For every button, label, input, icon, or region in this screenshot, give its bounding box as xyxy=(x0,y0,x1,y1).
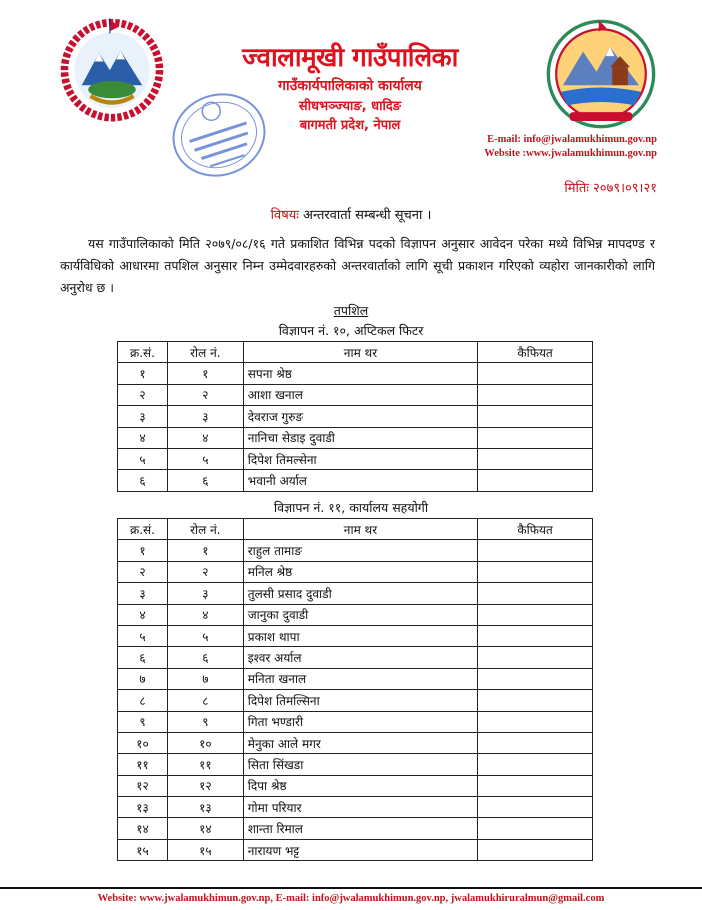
cell-sn: ६ xyxy=(118,470,168,491)
cell-remarks xyxy=(478,448,593,469)
cell-name: देवराज गुरुङ xyxy=(243,406,477,427)
cell-roll: २ xyxy=(167,561,243,582)
contact-email[interactable]: E-mail: info@jwalamukhimun.gov.np xyxy=(487,134,657,145)
office-name: गाउँकार्यपालिकाको कार्यालय xyxy=(278,78,422,94)
cell-sn: १४ xyxy=(118,818,168,839)
cell-sn: ४ xyxy=(118,604,168,625)
col-roll: रोल नं. xyxy=(167,342,243,363)
cell-name: सिता सिंखडा xyxy=(243,754,477,775)
table-row xyxy=(118,775,593,796)
table-row xyxy=(118,561,593,582)
cell-roll: ८ xyxy=(167,690,243,711)
cell-remarks xyxy=(478,797,593,818)
office-address: सीधभञ्ज्याङ, धादिङ xyxy=(298,99,402,114)
cell-roll: २ xyxy=(167,384,243,405)
cell-sn: २ xyxy=(118,561,168,582)
col-sn: क्र.सं. xyxy=(118,342,168,363)
cell-roll: ६ xyxy=(167,470,243,491)
table-row xyxy=(118,583,593,604)
cell-remarks xyxy=(478,470,593,491)
cell-roll: ३ xyxy=(167,406,243,427)
cell-sn: १५ xyxy=(118,839,168,860)
cell-roll: १५ xyxy=(167,839,243,860)
table-row xyxy=(118,818,593,839)
table-row xyxy=(118,754,593,775)
cell-remarks xyxy=(478,732,593,753)
cell-roll: १ xyxy=(167,540,243,561)
cell-roll: १ xyxy=(167,363,243,384)
cell-name: नानिचा सेडाइ दुवाडी xyxy=(243,427,477,448)
contact-website[interactable]: Website :www.jwalamukhimun.gov.np xyxy=(484,148,657,159)
cell-name: मेनुका आले मगर xyxy=(243,732,477,753)
subject-text: अन्तरवार्ता सम्बन्धी सूचना । xyxy=(303,208,432,223)
col-remarks: कैफियत xyxy=(478,519,593,540)
cell-remarks xyxy=(478,775,593,796)
cell-sn: ६ xyxy=(118,647,168,668)
subject-line xyxy=(0,205,702,223)
notice-date: मितिः २०७९।०९।२१ xyxy=(564,181,657,196)
cell-remarks xyxy=(478,839,593,860)
cell-remarks xyxy=(478,711,593,732)
cell-name: सपना श्रेष्ठ xyxy=(243,363,477,384)
cell-sn: १ xyxy=(118,540,168,561)
cell-remarks xyxy=(478,540,593,561)
table-row xyxy=(118,363,593,384)
cell-remarks xyxy=(478,427,593,448)
notice-body: यस गाउँपालिकाको मिति २०७९/०८/१६ गते प्रकाशित विभिन्न पदको विज्ञापन अनुसार आवेदन परेका मध्ये विभिन्न मापदण्ड र कार्यविधिको आधारमा तपशिल अनुसार निम्न उम्मेदवारहरुको अन्तरवार्ताको लागि सूची प्रकाशन गरिएको व्यहोरा जानकारीको लागि अनुरोध छ । xyxy=(60,236,655,295)
cell-remarks xyxy=(478,363,593,384)
cell-name: भवानी अर्याल xyxy=(243,470,477,491)
cell-sn: ११ xyxy=(118,754,168,775)
table-row xyxy=(118,732,593,753)
cell-sn: ३ xyxy=(118,583,168,604)
cell-name: प्रकाश थापा xyxy=(243,625,477,646)
table-header-row xyxy=(118,342,593,363)
cell-name: मनिता खनाल xyxy=(243,668,477,689)
table-row xyxy=(118,448,593,469)
cell-roll: १० xyxy=(167,732,243,753)
col-sn: क्र.सं. xyxy=(118,519,168,540)
table-row xyxy=(118,690,593,711)
cell-sn: ५ xyxy=(118,625,168,646)
cell-sn: १२ xyxy=(118,775,168,796)
cell-remarks xyxy=(478,583,593,604)
cell-roll: १३ xyxy=(167,797,243,818)
col-roll: रोल नं. xyxy=(167,519,243,540)
municipality-title: ज्वालामूखी गाउँपालिका xyxy=(242,43,458,73)
cell-remarks xyxy=(478,668,593,689)
table-row xyxy=(118,647,593,668)
cell-remarks xyxy=(478,754,593,775)
table-row xyxy=(118,668,593,689)
cell-roll: ९ xyxy=(167,711,243,732)
cell-remarks xyxy=(478,690,593,711)
table-row xyxy=(118,711,593,732)
cell-roll: १२ xyxy=(167,775,243,796)
cell-name: तुलसी प्रसाद दुवाडी xyxy=(243,583,477,604)
cell-sn: ९ xyxy=(118,711,168,732)
table-row xyxy=(118,406,593,427)
cell-remarks xyxy=(478,647,593,668)
nepal-emblem-icon xyxy=(58,14,166,122)
cell-roll: ४ xyxy=(167,604,243,625)
cell-roll: ३ xyxy=(167,583,243,604)
cell-name: इश्वर अर्याल xyxy=(243,647,477,668)
cell-name: दिपा श्रेष्ठ xyxy=(243,775,477,796)
candidates-table-2 xyxy=(117,518,593,861)
section2-caption: विज्ञापन नं. ११, कार्यालय सहयोगी xyxy=(273,500,429,515)
cell-sn: १ xyxy=(118,363,168,384)
cell-name: राहुल तामाङ xyxy=(243,540,477,561)
cell-sn: २ xyxy=(118,384,168,405)
col-name: नाम थर xyxy=(243,342,477,363)
cell-remarks xyxy=(478,561,593,582)
table-row xyxy=(118,797,593,818)
table-row xyxy=(118,839,593,860)
candidates-table-1 xyxy=(117,341,593,492)
col-remarks: कैफियत xyxy=(478,342,593,363)
section1-caption: विज्ञापन नं. १०, अप्टिकल फिटर xyxy=(278,323,424,338)
cell-roll: १४ xyxy=(167,818,243,839)
cell-sn: १३ xyxy=(118,797,168,818)
cell-roll: ५ xyxy=(167,625,243,646)
table-row xyxy=(118,427,593,448)
table-header-row xyxy=(118,519,593,540)
cell-roll: ६ xyxy=(167,647,243,668)
table-row xyxy=(118,540,593,561)
footer-contact[interactable]: Website: www.jwalamukhimun.gov.np, E-mail: info@jwalamukhimun.gov.np, jwalamukhiruralmun@gmail.com xyxy=(97,893,605,904)
municipality-logo-icon xyxy=(545,18,657,130)
table-row xyxy=(118,384,593,405)
province-line: बागमती प्रदेश, नेपाल xyxy=(299,118,401,133)
cell-name: मनिल श्रेष्ठ xyxy=(243,561,477,582)
cell-name: गिता भण्डारी xyxy=(243,711,477,732)
col-name: नाम थर xyxy=(243,519,477,540)
details-heading: तपशिल xyxy=(333,303,369,318)
cell-sn: ७ xyxy=(118,668,168,689)
cell-remarks xyxy=(478,406,593,427)
subject-label: विषयः xyxy=(270,208,299,223)
cell-name: दिपेश तिमल्सिना xyxy=(243,690,477,711)
cell-roll: ११ xyxy=(167,754,243,775)
cell-sn: ४ xyxy=(118,427,168,448)
cell-remarks xyxy=(478,625,593,646)
table-row xyxy=(118,470,593,491)
cell-name: आशा खनाल xyxy=(243,384,477,405)
table-row xyxy=(118,625,593,646)
cell-roll: ७ xyxy=(167,668,243,689)
cell-roll: ५ xyxy=(167,448,243,469)
table-row xyxy=(118,604,593,625)
cell-sn: ३ xyxy=(118,406,168,427)
cell-remarks xyxy=(478,384,593,405)
cell-name: नारायण भट्ट xyxy=(243,839,477,860)
cell-name: गोमा परियार xyxy=(243,797,477,818)
footer-divider xyxy=(0,887,702,889)
cell-remarks xyxy=(478,604,593,625)
cell-sn: ८ xyxy=(118,690,168,711)
cell-sn: ५ xyxy=(118,448,168,469)
cell-sn: १० xyxy=(118,732,168,753)
cell-remarks xyxy=(478,818,593,839)
cell-roll: ४ xyxy=(167,427,243,448)
cell-name: शान्ता रिमाल xyxy=(243,818,477,839)
cell-name: दिपेश तिमल्सेना xyxy=(243,448,477,469)
cell-name: जानुका दुवाडी xyxy=(243,604,477,625)
